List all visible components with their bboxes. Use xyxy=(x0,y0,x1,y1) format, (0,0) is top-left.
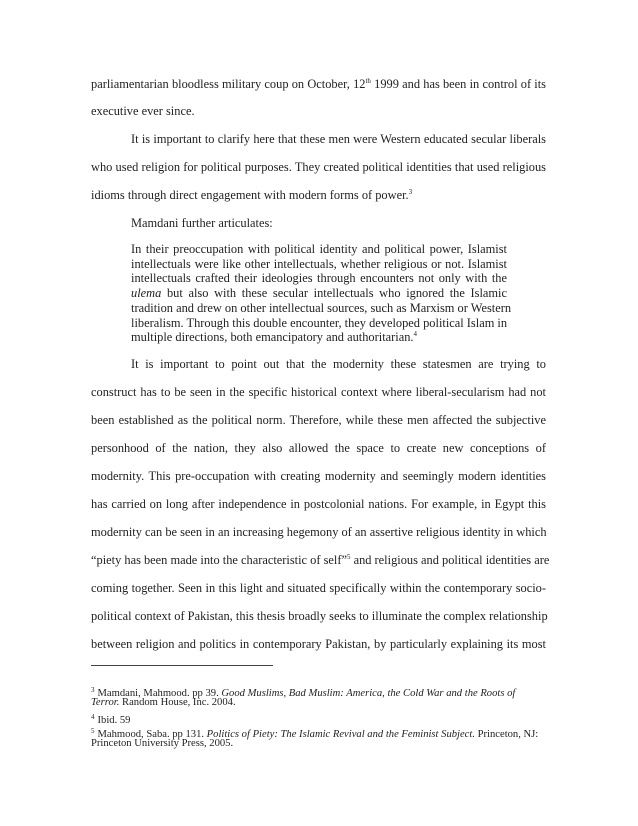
footnote-5-cont: Princeton University Press, 2005. xyxy=(91,738,234,749)
body-line: coming together. Seen in this light and situated specifically within the contemporary socio- xyxy=(91,581,546,595)
body-line: personhood of the nation, they also allowed the space to create new conceptions of xyxy=(91,441,546,455)
footnote-ref: 3 xyxy=(408,188,413,196)
body-line: political context of Pakistan, this thesis broadly seeks to illuminate the complex relationship xyxy=(91,609,548,623)
body-line: It is important to clarify here that these men were Western educated secular liberals xyxy=(131,132,546,146)
text-run: Mamdani, Mahmood. pp 39. xyxy=(97,688,222,699)
blockquote-line: intellectuals crafted their ideologies through encounters not only with the xyxy=(131,271,507,286)
body-line: Mamdani further articulates: xyxy=(131,216,273,230)
body-line: who used religion for political purposes. They created political identities that used religious xyxy=(91,160,546,174)
text-run: “piety has been made into the characteristic of self” xyxy=(91,553,347,567)
body-line xyxy=(91,553,550,568)
footnote-title: Politics of Piety: The Islamic Revival and the Feminist Subject. xyxy=(206,729,475,740)
body-line: executive ever since. xyxy=(91,104,195,118)
text-run: Ibid. 59 xyxy=(97,715,131,726)
text-run: idioms through direct engagement with modern forms of power. xyxy=(91,188,409,202)
body-line: It is important to point out that the modernity these statesmen are trying to xyxy=(131,357,546,371)
footnote-ref: 4 xyxy=(413,330,417,339)
body-line: modernity can be seen in an increasing hegemony of an assertive religious identity in which xyxy=(91,525,547,539)
footnote-3-cont xyxy=(91,697,561,709)
text-run: and religious and political identities are xyxy=(350,553,550,567)
text-run: parliamentarian bloodless military coup on October, 12 xyxy=(91,77,366,91)
blockquote-line xyxy=(131,330,507,345)
blockquote-line: tradition and drew on other intellectual sources, such as Marxism or Western xyxy=(131,300,512,315)
body-line: modernity. This pre-occupation with creating modernity and seemingly modern identities xyxy=(91,469,546,483)
text-run: Random House, Inc. 2004. xyxy=(119,697,236,708)
superscript: th xyxy=(365,77,371,85)
footnote-title: Terror. xyxy=(91,697,120,708)
blockquote-line xyxy=(131,286,507,301)
footnote-number: 3 xyxy=(91,686,95,694)
footnote-separator xyxy=(91,665,273,666)
blockquote-line: liberalism. Through this double encounter, they developed political Islam in xyxy=(131,315,508,330)
footnote-number: 4 xyxy=(91,713,95,721)
body-line xyxy=(91,188,546,203)
italic-term: ulema xyxy=(131,286,162,301)
blockquote-line: In their preoccupation with political identity and political power, Islamist xyxy=(131,242,507,256)
footnote-number: 5 xyxy=(91,727,95,735)
text-run: multiple directions, both emancipatory and authoritarian. xyxy=(131,330,414,345)
body-line: between religion and politics in contemporary Pakistan, by particularly explaining its most xyxy=(91,637,546,651)
text-run: Princeton, NJ: xyxy=(474,729,539,740)
text-run: Mahmood, Saba. pp 131. xyxy=(97,729,207,740)
text-run: 1999 and has been in control of its xyxy=(370,77,546,91)
body-line: been established as the political norm. Therefore, while these men affected the subjective xyxy=(91,413,546,427)
body-line xyxy=(91,77,546,92)
body-line: construct has to be seen in the specific historical context where liberal-secularism had not xyxy=(91,385,546,399)
footnote-title: Good Muslims, Bad Muslim: America, the Cold War and the Roots of xyxy=(221,688,516,699)
body-line: has carried on long after independence in postcolonial nations. For example, in Egypt this xyxy=(91,497,546,511)
footnote-ref: 5 xyxy=(346,553,351,561)
blockquote-line: intellectuals were like other intellectuals, whether religious or not. Islamist xyxy=(131,256,507,271)
text-run: but also with these secular intellectuals who ignored the Islamic xyxy=(161,286,507,301)
